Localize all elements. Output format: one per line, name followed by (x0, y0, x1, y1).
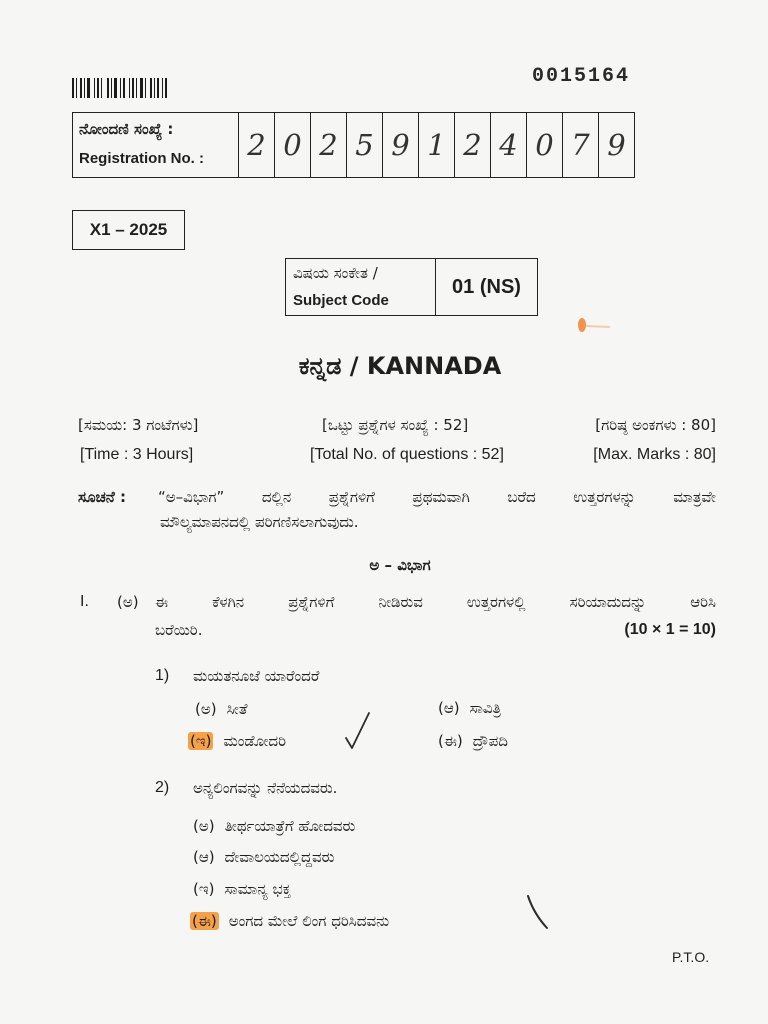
question-text: ಅನ್ಯಲಿಂಗವನ್ನು ನೆನೆಯದವರು. (193, 779, 338, 797)
answer-option (190, 730, 286, 752)
registration-digit: 2 (239, 113, 275, 177)
registration-label-kannada: ನೋಂದಣಿ ಸಂಖ್ಯೆ : (79, 120, 174, 138)
paper-code-box: X1 – 2025 (72, 210, 185, 250)
registration-digit: 5 (347, 113, 383, 177)
total-questions-kannada: [ಒಟ್ಟು ಪ್ರಶ್ನೆಗಳ ಸಂಖ್ಯೆ : 52] (322, 416, 469, 434)
registration-label (73, 113, 239, 177)
part-instruction-line-1: ಈ ಕೆಳಗಿನ ಪ್ರಶ್ನೆಗಳಿಗೆ ನೀಡಿರುವ ಉತ್ತರಗಳಲ್ಲಿ ಸರಿಯಾದುದನ್ನು ಆರಿಸಿ (155, 593, 716, 611)
question-number: 1) (155, 667, 170, 684)
option-label: (ಆ) (438, 699, 460, 717)
registration-digit: 9 (607, 128, 626, 162)
subject-code-label-english: Subject Code (293, 292, 389, 309)
registration-digit: 7 (563, 113, 599, 177)
option-text: ದ್ರೌಪದಿ (472, 732, 508, 750)
option-text: ದೇವಾಲಯದಲ್ಲಿದ್ದವರು (224, 848, 335, 866)
part-marks: (10 × 1 = 10) (624, 621, 716, 638)
max-marks-english: [Max. Marks : 80] (593, 446, 716, 463)
answer-option (192, 910, 389, 932)
subject-code-label (286, 259, 436, 315)
answer-option (195, 698, 247, 720)
max-marks-kannada: [ಗರಿಷ್ಠ ಅಂಕಗಳು : 80] (595, 416, 716, 434)
option-text: ಸಾವಿತ್ರಿ (469, 699, 502, 717)
subject-code-value: 01 (NS) (452, 275, 521, 298)
barcode (72, 78, 183, 98)
option-label: (ಅ) (193, 817, 215, 835)
registration-digit: 2 (455, 113, 491, 177)
option-label: (ಇ) (190, 732, 212, 750)
paper-title: ಕನ್ನಡ / KANNADA (298, 352, 502, 380)
registration-digit: 2 (311, 113, 347, 177)
registration-digit: 4 (491, 113, 527, 177)
option-text: ಸಾಮಾನ್ಯ ಭಕ್ತ (224, 880, 291, 898)
registration-digit: 1 (419, 113, 455, 177)
registration-digit: 0 (527, 113, 563, 177)
option-text: ತೀರ್ಥಯಾತ್ರೆಗೆ ಹೋದವರು (224, 817, 356, 835)
answer-option (438, 730, 508, 752)
part-sub-label: (ಅ) (117, 593, 139, 611)
duration-english: [Time : 3 Hours] (80, 446, 194, 463)
serial-number: 0015164 (532, 65, 631, 88)
answer-option (193, 878, 291, 900)
option-label: (ಅ) (195, 700, 217, 718)
handwritten-pen-stroke (520, 890, 556, 934)
option-label: (ಆ) (193, 848, 215, 866)
part-number: I. (80, 593, 89, 610)
registration-digit: 0 (275, 113, 311, 177)
question-text: ಮಯತನೂಜೆ ಯಾರೆಂದರೆ (193, 667, 320, 685)
subject-code-label-kannada: ವಿಷಯ ಸಂಕೇತ / (293, 264, 378, 282)
option-text: ಮಂಡೋದರಿ (223, 732, 287, 750)
answer-option (193, 846, 334, 868)
section-heading: ಅ – ವಿಭಾಗ (369, 556, 431, 574)
total-questions-english: [Total No. of questions : 52] (310, 446, 504, 463)
option-text: ಅಂಗದ ಮೇಲೆ ಲಿಂಗ ಧರಿಸಿದವನು (228, 912, 390, 930)
registration-label-english: Registration No. : (79, 150, 205, 167)
instruction-line-1: “ಅ–ವಿಭಾಗ” ದಲ್ಲಿನ ಪ್ರಶ್ನೆಗಳಿಗೆ ಪ್ರಥಮವಾಗಿ ಬರೆದ ಉತ್ತರಗಳನ್ನು ಮಾತ್ರವೇ (158, 488, 716, 506)
please-turn-over: P.T.O. (672, 949, 710, 965)
option-label: (ಇ) (193, 880, 215, 898)
highlighter-smudge (574, 316, 618, 336)
question-number: 2) (155, 779, 170, 796)
option-label: (ಈ) (192, 912, 217, 930)
option-label: (ಈ) (438, 732, 463, 750)
handwritten-tick-mark (338, 708, 378, 754)
part-instruction-line-2: ಬರೆಯಿರಿ. (155, 621, 203, 639)
instruction-line-2: ಮೌಲ್ಯಮಾಪನದಲ್ಲಿ ಪರಿಗಣಿಸಲಾಗುವುದು. (160, 513, 359, 531)
registration-number-box (72, 112, 635, 178)
answer-option (438, 697, 501, 719)
option-text: ಸೀತೆ (226, 700, 248, 718)
subject-code-box (285, 258, 538, 316)
answer-option (193, 815, 355, 837)
instruction-label: ಸೂಚನೆ : (78, 488, 126, 506)
registration-digit: 9 (383, 113, 419, 177)
duration-kannada: [ಸಮಯ: 3 ಗಂಟೆಗಳು] (78, 416, 199, 434)
